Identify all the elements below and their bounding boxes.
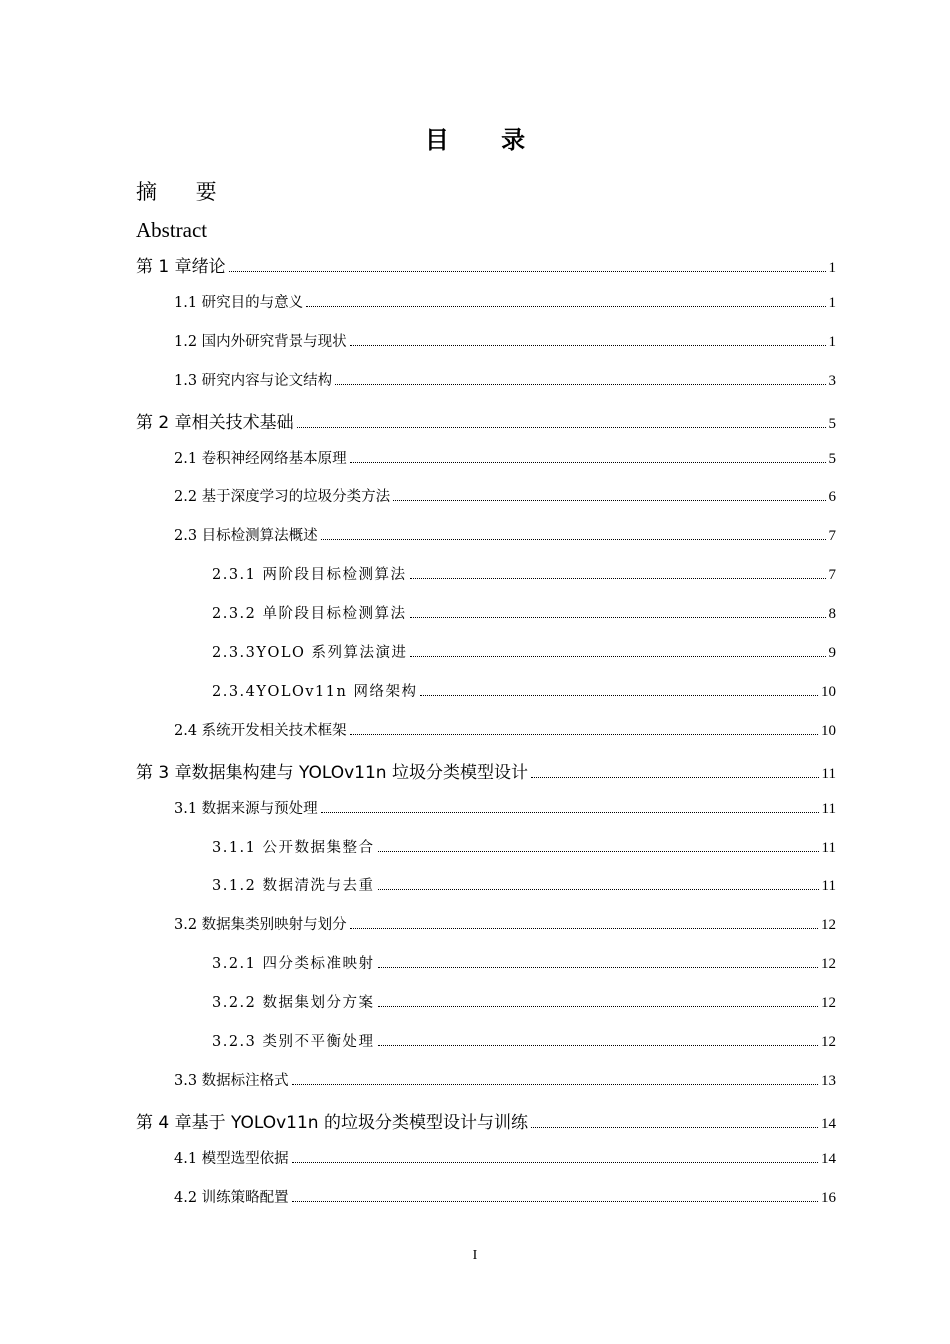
toc-leader-dots [297,427,826,428]
toc-entry-page: 5 [828,450,836,467]
toc-entry[interactable] [212,563,836,589]
toc-entry[interactable] [212,874,836,900]
toc-entry[interactable] [174,330,836,356]
toc-entry-label: 2.1 卷积神经网络基本原理 [174,450,347,467]
toc-entry-page: 8 [828,606,836,623]
toc-entry-abstract-en[interactable]: Abstract [136,218,208,242]
toc-entry[interactable] [174,485,836,511]
toc-leader-dots [350,734,818,735]
toc-entry-page: 9 [828,645,836,661]
toc-leader-dots [292,1201,818,1202]
toc-leader-dots [393,500,825,501]
toc-leader-dots [410,578,826,579]
toc-entry-label: 2.3.2 单阶段目标检测算法 [212,606,407,623]
toc-entry-page: 11 [821,765,836,782]
toc-entry[interactable] [174,1147,836,1173]
toc-entry[interactable] [174,913,836,939]
toc-entry-page: 12 [821,1034,836,1050]
toc-entry[interactable] [212,641,836,667]
toc-entry-label: 2.3 目标检测算法概述 [174,528,318,545]
toc-leader-dots [378,1006,818,1007]
toc-entry-page: 10 [821,722,836,739]
toc-entry-page: 13 [821,1072,836,1089]
toc-entry[interactable] [174,369,836,395]
toc-leader-dots [531,777,819,778]
toc-entry-label: 3.2.1 四分类标准映射 [212,956,375,973]
toc-entry-label: 1.2 国内外研究背景与现状 [174,333,347,350]
toc-leader-dots [306,306,825,307]
toc-entry-page: 12 [821,956,836,973]
toc-entry-page: 5 [828,415,836,432]
toc-leader-dots [292,1084,818,1085]
toc-entry-page: 11 [821,800,836,817]
toc-leader-dots [378,889,819,890]
toc-entry[interactable] [212,680,836,706]
toc-entry-label: 4.2 训练策略配置 [174,1189,289,1206]
toc-entry[interactable] [174,1186,836,1212]
toc-entry-label: 第 4 章基于 YOLOv11n 的垃圾分类模型设计与训练 [136,1112,528,1133]
toc-leader-dots [378,1045,818,1046]
toc-entry-page: 11 [821,839,836,856]
toc-entry-page: 1 [828,260,836,276]
toc-leader-dots [378,967,818,968]
toc-entry-label: 第 3 章数据集构建与 YOLOv11n 垃圾分类模型设计 [136,762,528,783]
toc-entry-abstract-zh[interactable]: 摘 要 [136,180,233,204]
toc-entry[interactable] [174,719,836,745]
toc-entry[interactable] [212,952,836,978]
toc-leader-dots [378,851,819,852]
toc-leader-dots [292,1162,818,1163]
toc-leader-dots [335,384,825,385]
toc-entry-label: 3.2 数据集类别映射与划分 [174,917,347,934]
toc-leader-dots [410,656,825,657]
toc-leader-dots [531,1127,818,1128]
toc-entry[interactable] [212,1030,836,1056]
toc-entry[interactable] [212,602,836,628]
toc-leader-dots [350,345,826,346]
toc-entry-label: 第 2 章相关技术基础 [136,412,294,433]
toc-entry-label: 3.1 数据来源与预处理 [174,800,318,817]
toc-entry-page: 6 [828,489,836,506]
toc-entry[interactable] [174,1069,836,1095]
toc-entry[interactable] [174,291,836,317]
toc-entry-label: 2.3.1 两阶段目标检测算法 [212,567,407,584]
toc-entry-label: 1.1 研究目的与意义 [174,294,304,311]
toc-entry-page: 12 [821,995,836,1012]
toc-entry[interactable] [174,524,836,550]
toc-leader-dots [350,462,826,463]
toc-leader-dots [420,695,818,696]
toc-entry-page: 10 [821,683,836,700]
toc-entry-label: 2.3.3YOLO 系列算法演进 [212,645,408,661]
toc-entry-label: 3.3 数据标注格式 [174,1072,289,1089]
toc-leader-dots [321,812,819,813]
toc-entry-label: 2.2 基于深度学习的垃圾分类方法 [174,489,391,506]
toc-leader-dots [350,928,818,929]
toc-entry[interactable] [174,797,836,823]
toc-leader-dots [321,539,826,540]
page-number: I [472,1248,478,1263]
toc-entry-label: 3.2.3 类别不平衡处理 [212,1034,375,1050]
toc-leader-dots [229,271,826,272]
toc-entry[interactable] [136,758,836,784]
toc-entry-label: 2.3.4YOLOv11n 网络架构 [212,683,418,700]
toc-entry-label: 第 1 章绪论 [136,257,226,277]
toc-entry[interactable] [212,836,836,862]
toc-entry-label: 3.1.1 公开数据集整合 [212,839,375,856]
toc-entry-label: 4.1 模型选型依据 [174,1150,289,1167]
toc-entry-label: 2.4 系统开发相关技术框架 [174,722,347,739]
toc-entry[interactable] [136,408,836,434]
toc-entry-label: 3.2.2 数据集划分方案 [212,995,375,1012]
toc-entry-page: 1 [828,333,836,350]
toc-leader-dots [410,617,826,618]
toc-entry-page: 16 [821,1189,836,1206]
toc-entry-page: 14 [821,1115,836,1132]
toc-entry[interactable] [174,447,836,473]
toc-entry-page: 3 [828,372,836,389]
toc-entry-page: 7 [828,567,836,584]
toc-entry-page: 1 [828,294,836,311]
toc-title: 目 录 [424,126,548,154]
toc-entry-label: 1.3 研究内容与论文结构 [174,372,333,389]
toc-entry[interactable] [136,252,836,278]
toc-entry-page: 11 [821,878,836,895]
toc-entry[interactable] [136,1108,836,1134]
toc-entry-page: 7 [828,528,836,545]
toc-entry-page: 12 [821,917,836,934]
toc-entry[interactable] [212,991,836,1017]
toc-entry-page: 14 [821,1150,836,1167]
toc-entry-label: 3.1.2 数据清洗与去重 [212,878,375,895]
